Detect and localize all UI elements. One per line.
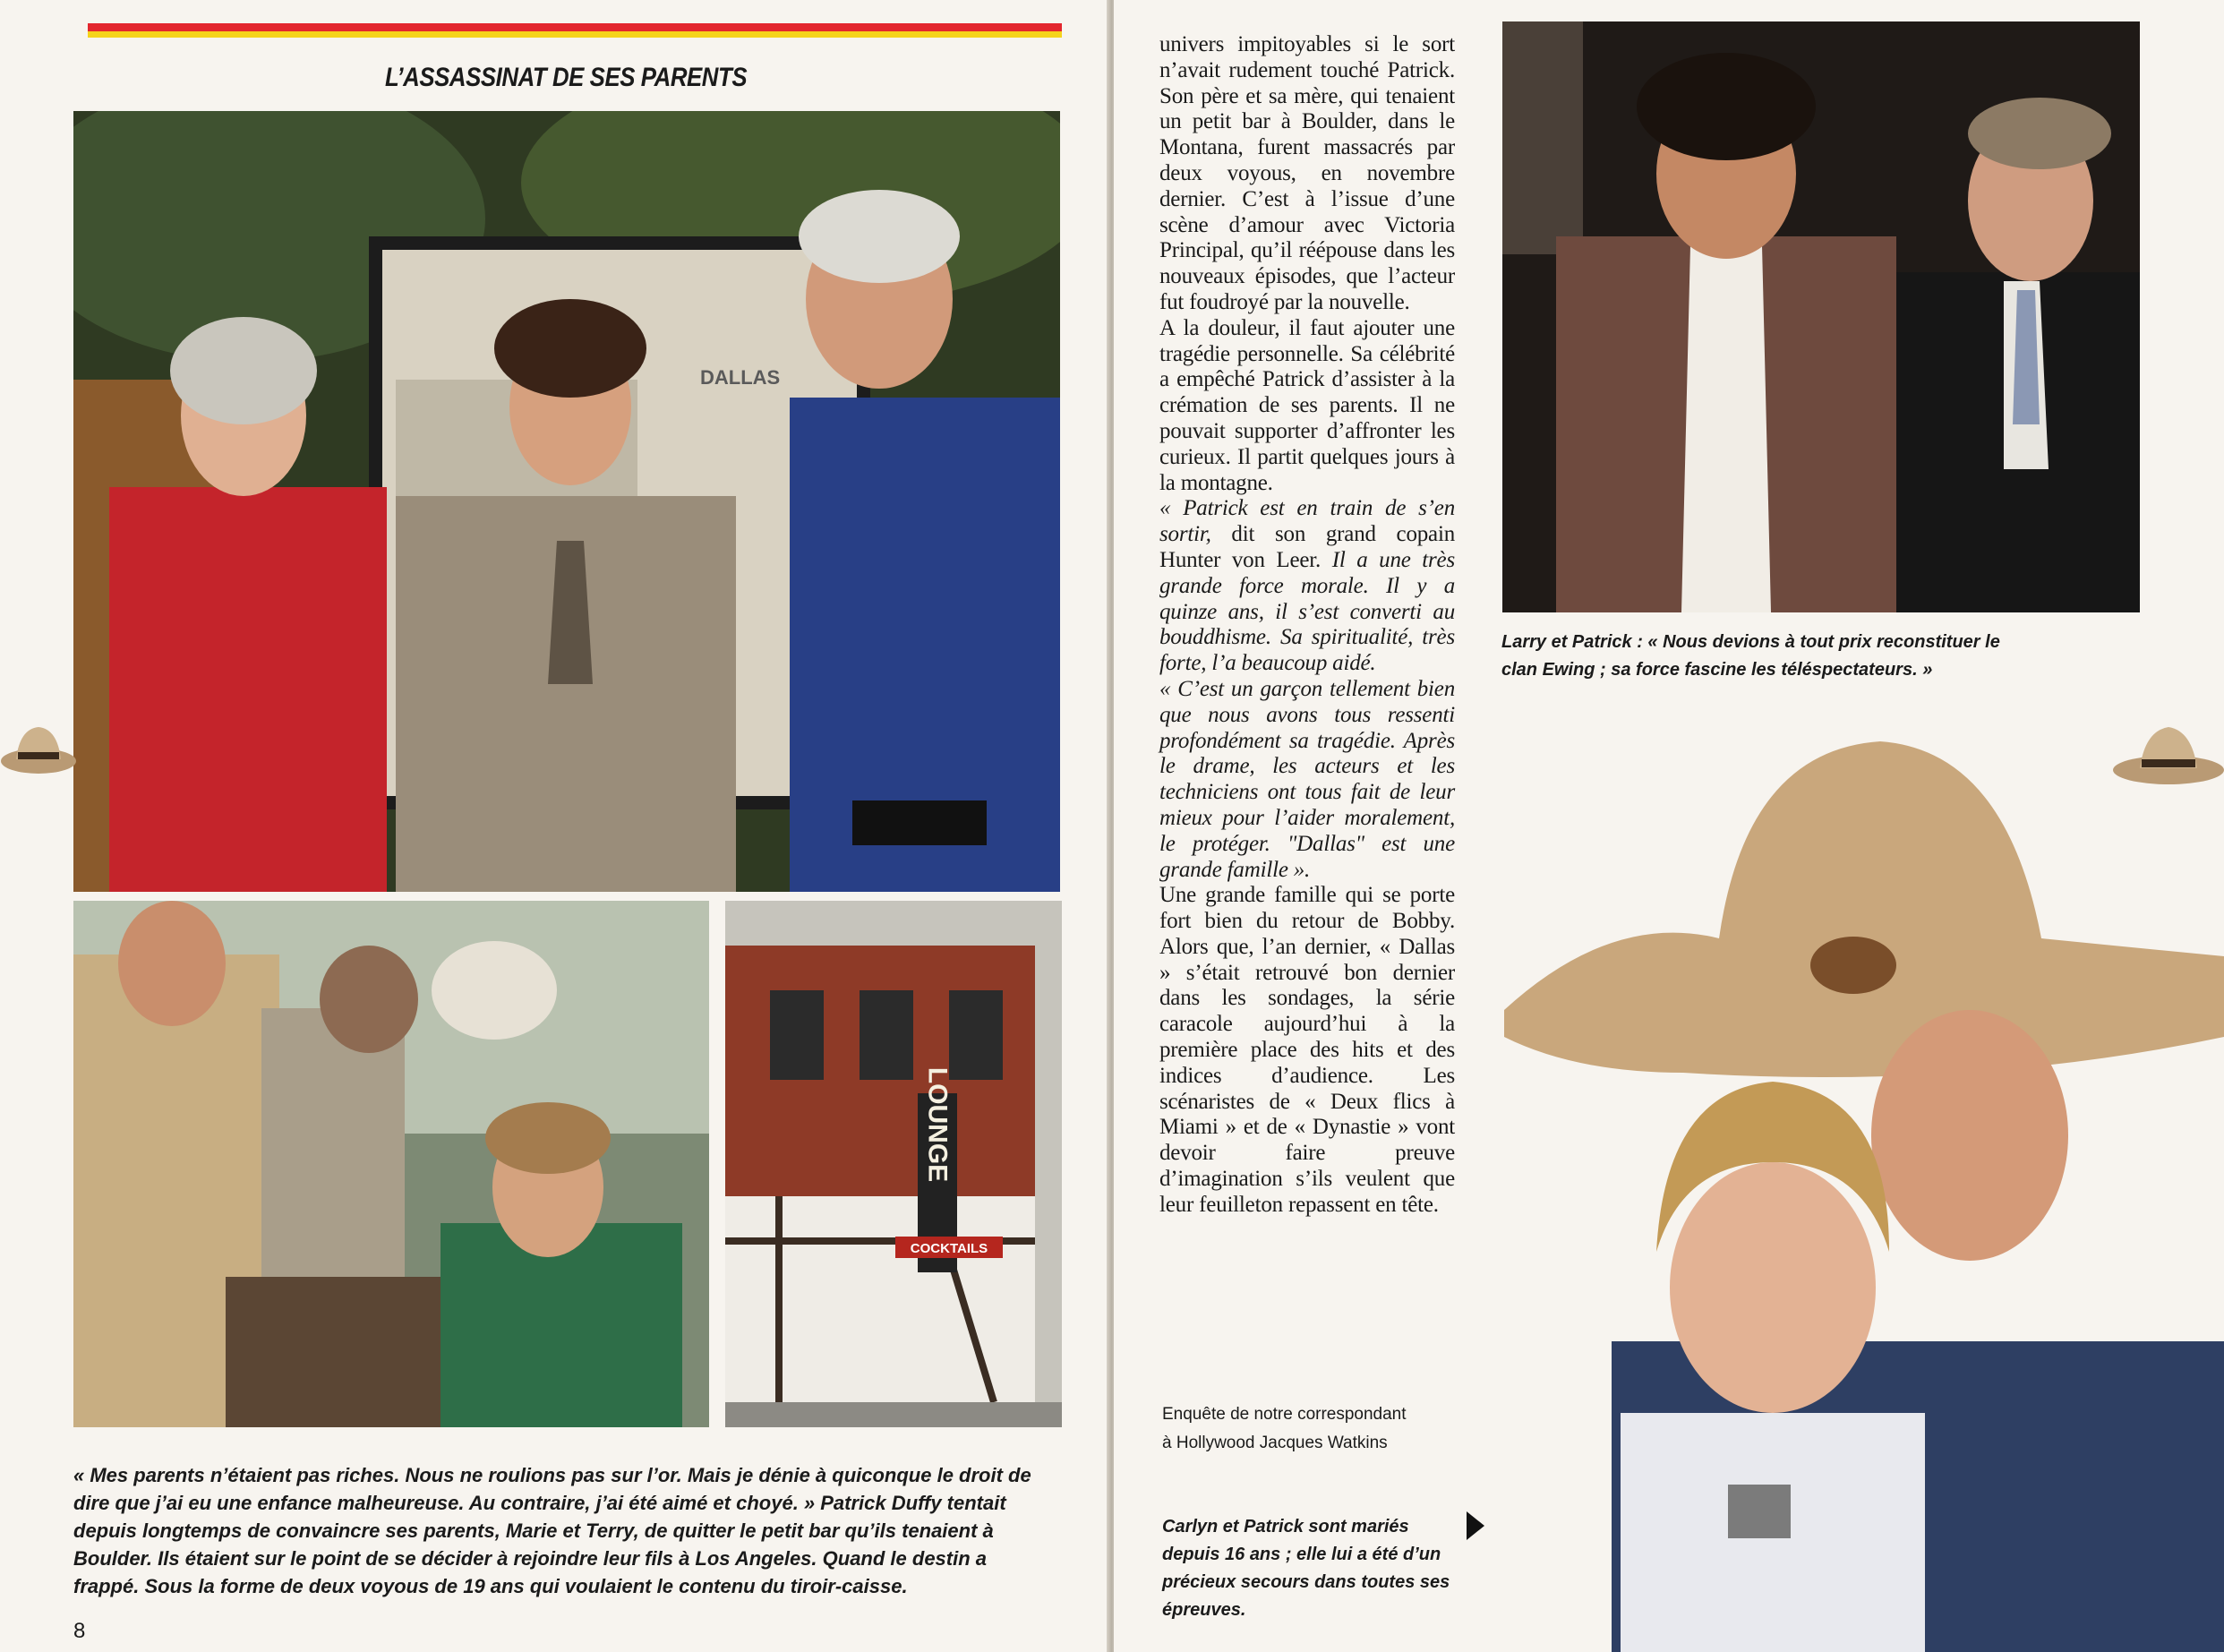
- cowboy-hat-icon: [2106, 715, 2224, 797]
- article-paragraph-quote: « C’est un garçon tellement bien que nous avons tous ressenti profondément sa tragédie. Après le drame, les acteurs et les techniciens ont tous fait de leur mieux pour l’aider moralement, le protéger. "Dallas" est une grande famille ».: [1159, 676, 1455, 882]
- mother-figure: [109, 487, 387, 892]
- lounge-bar-photo: [725, 901, 1062, 1427]
- cowboy-hat-icon: [0, 716, 77, 784]
- credit-line: à Hollywood Jacques Watkins: [1162, 1434, 1388, 1452]
- quote-part: « Patrick est en train de s’en sortir,: [1159, 496, 1455, 547]
- page-number: 8: [73, 1619, 86, 1643]
- header-stripe-yellow: [88, 31, 1062, 38]
- arrest-crowd-photo: [73, 901, 709, 1427]
- left-page: [0, 0, 1110, 1652]
- dallas-sign-text: DALLAS: [700, 366, 781, 389]
- lounge-sign-text: LOUNGE: [922, 1066, 953, 1183]
- cocktails-sign-text: COCKTAILS: [910, 1241, 988, 1256]
- arrow-right-icon: [1467, 1511, 1484, 1540]
- credit-line: Enquête de notre correspondant: [1162, 1405, 1407, 1424]
- header-stripe-red: [88, 23, 1062, 31]
- quote-attribution: dit son grand copain Hunter von Leer.: [1159, 522, 1455, 572]
- larry-patrick-photo: [1502, 21, 2140, 612]
- article-paragraph-quote: [1159, 496, 1455, 677]
- section-title: L’ASSASSINAT DE SES PARENTS: [385, 63, 748, 92]
- article-credit: [1162, 1400, 1458, 1458]
- left-photo-caption: « Mes parents n’étaient pas riches. Nous ne roulions pas sur l’or. Mais je dénie à quiconque le droit de dire que j’ai eu une enfance malheureuse. Au contraire, j’ai été aimé et choyé. » Patrick Duffy tentait depuis longtemps de convaincre ses parents, Marie et Terry, de quitter le petit bar qu’ils tenaient à Boulder. Ils étaient sur le point de se décider à rejoindre leur fils à Los Angeles. Quand le destin a frappé. Sous la forme de deux voyous de 19 ans qui voulaient le contenu du tiroir-caisse.: [73, 1464, 1031, 1597]
- article-paragraph: Une grande famille qui se porte fort bien du retour de Bobby. Alors que, l’an dernier, « Dallas » s’était retrouvé bon dernier dans les sondages, la série caracole aujourd’hui à la première place des hits et des indices d’audience. Les scénaristes de « Deux flics à Miami » et de « Dynastie » vont devoir faire preuve d’imagination s’ils veulent que leur feuilleton repassent en tête.: [1159, 883, 1455, 1217]
- carlyn-patrick-caption: Carlyn et Patrick sont mariés depuis 16 ans ; elle lui a été d’un précieux secours dans toutes ses épreuves.: [1162, 1517, 1450, 1620]
- carlyn-face: [1670, 1162, 1876, 1413]
- carlyn-patrick-photo: [1504, 715, 2224, 1652]
- article-paragraph: A la douleur, il faut ajouter une tragédie personnelle. Sa célébrité a empêché Patrick d’assister à la crémation de ses parents. Il ne pouvait supporter d’affronter les curieux. Il partit quelques jours à la montagne.: [1159, 315, 1455, 495]
- right-page: [1114, 0, 2224, 1652]
- article-paragraph: univers impitoyables si le sort n’avait rudement touché Patrick. Son père et sa mère, qui tenaient un petit bar à Boulder, dans le Montana, furent massacrés par deux voyous, en novembre dernier. C’est à l’issue d’une scène d’amour avec Victoria Principal, qu’il réépouse dans les nouveaux épisodes, que l’acteur fut foudroyé par la nouvelle.: [1159, 32, 1455, 314]
- article-body: [1159, 32, 1455, 1219]
- quote-part: Il a une très grande force morale. Il y a quinze ans, il s’est converti au bouddhisme. Sa spiritualité, très forte, l’a beaucoup aidé.: [1159, 547, 1455, 676]
- family-portrait-photo: [73, 111, 1060, 892]
- larry-patrick-caption: Larry et Patrick : « Nous devions à tout prix reconstituer le clan Ewing ; sa force fascine les téléspectateurs. »: [1501, 632, 2000, 680]
